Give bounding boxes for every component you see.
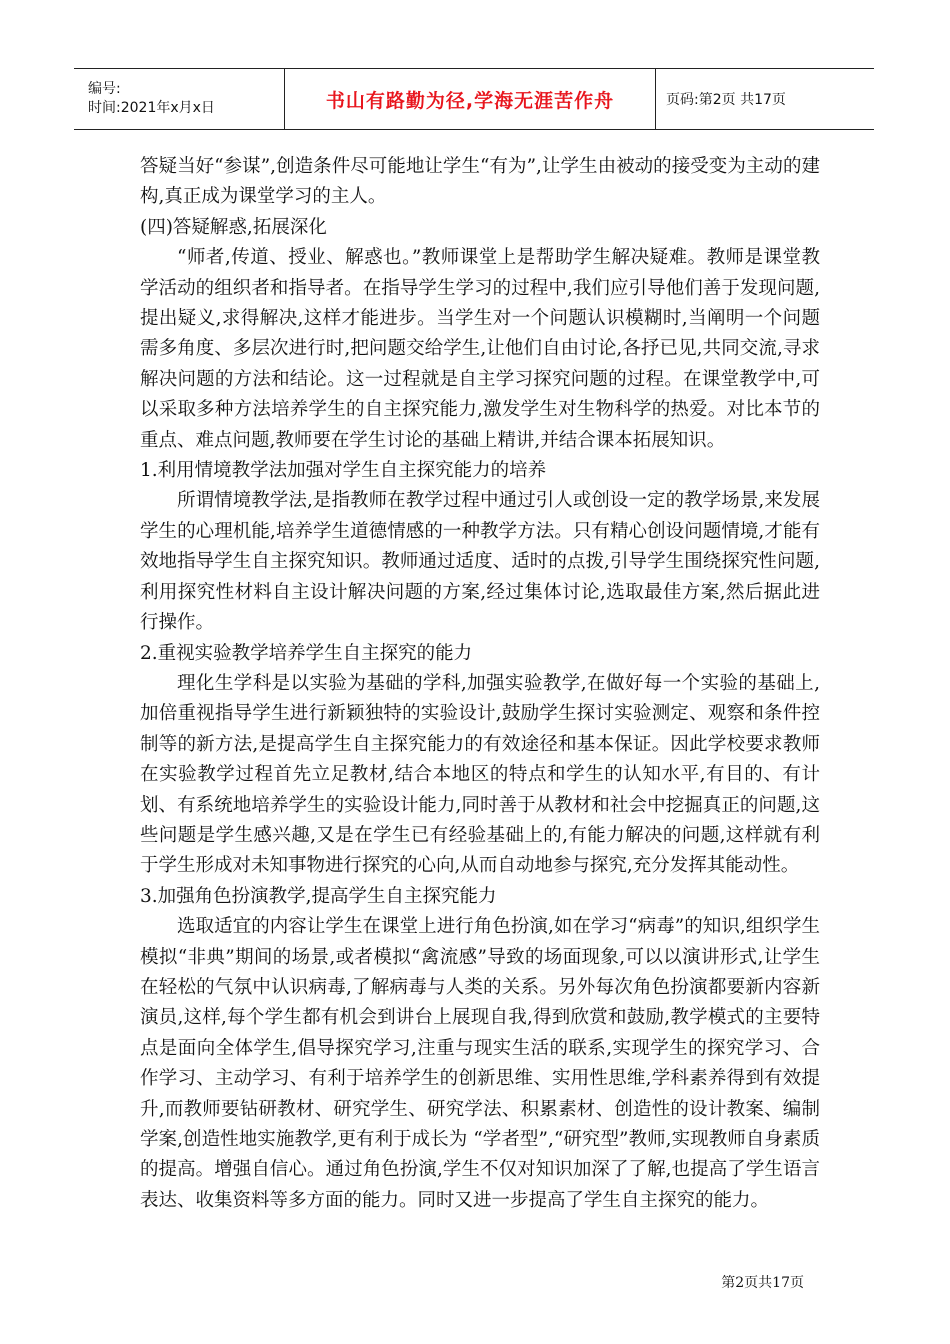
header-motto-cell — [284, 69, 656, 129]
paragraph-5: 选取适宜的内容让学生在课堂上进行角色扮演,如在学习“病毒”的知识,组织学生模拟“非典”期间的场景,或者模拟“禽流感”导致的场面现象,可以以演讲形式,让学生在轻松的气氛中认识病毒,了解病毒与人类的关系。另外每次角色扮演都要新内容新演员,这样,每个学生都有机会到讲台上展现自我,得到欣赏和鼓励,教学模式的主要特点是面向全体学生,倡导探究学习,注重与现实生活的联系,实现学生的探究学习、合作学习、主动学习、有利于培养学生的创新思维、实用性思维,学科素养得到有效提升,而教师要钻研教材、研究学生、研究学法、积累素材、创造性的设计教案、编制学案,创造性地实施教学,更有利于成长为 “学者型”,“研究型”教师,实现教师自身素质的提高。增强自信心。通过角色扮演,学生不仅对知识加深了了解,也提高了学生语言表达、收集资料等多方面的能力。同时又进一步提高了学生自主探究的能力。 — [140, 916, 820, 1211]
page-footer — [721, 1272, 804, 1292]
number-label: 编号: — [88, 81, 121, 97]
document-body — [140, 152, 820, 1216]
subheading-2: 2.重视实验教学培养学生自主探究的能力 — [140, 642, 473, 664]
header-motto: 书山有路勤为径,学海无涯苦作舟 — [325, 89, 615, 112]
subheading-1: 1.利用情境教学法加强对学生自主探究能力的培养 — [140, 460, 547, 482]
date-label: 时间:2021年x月x日 — [88, 100, 215, 116]
paragraph-3: 所谓情境教学法,是指教师在教学过程中通过引人或创设一定的教学场景,来发展学生的心理机能,培养学生道德情感的一种教学方法。只有精心创设问题情境,才能有效地指导学生自主探究知识。教师通过适度、适时的点拨,引导学生围绕探究性问题,利用探究性材料自主设计解决问题的方案,经过集体讨论,选取最佳方案,然后据此进行操作。 — [140, 490, 820, 634]
header-meta — [74, 69, 284, 129]
page-header — [74, 68, 874, 130]
paragraph-1: 答疑当好“参谋”,创造条件尽可能地让学生“有为”,让学生由被动的接受变为主动的建构,真正成为课堂学习的主人。 — [140, 156, 820, 208]
paragraph-4: 理化生学科是以实验为基础的学科,加强实验教学,在做好每一个实验的基础上,加倍重视指导学生进行新颖独特的实验设计,鼓励学生探讨实验测定、观察和条件控制等的新方法,是提高学生自主探究能力的有效途径和基本保证。因此学校要求教师在实验教学过程首先立足教材,结合本地区的特点和学生的认知水平,有目的、有计划、有系统地培养学生的实验设计能力,同时善于从教材和社会中挖掘真正的问题,这些问题是学生感兴趣,又是在学生已有经验基础上的,有能力解决的问题,这样就有利于学生形成对未知事物进行探究的心向,从而自动地参与探究,充分发挥其能动性。 — [140, 672, 820, 877]
subheading-3: 3.加强角色扮演教学,提高学生自主探究能力 — [140, 885, 497, 907]
footer-page-info: 第2页共17页 — [721, 1275, 804, 1291]
header-page-cell — [656, 69, 874, 129]
paragraph-2: “师者,传道、授业、解惑也。”教师课堂上是帮助学生解决疑难。教师是课堂教学活动的组织者和指导者。在指导学生学习的过程中,我们应引导他们善于发现问题,提出疑义,求得解决,这样才能进步。当学生对一个问题认识模糊时,当阐明一个问题需多角度、多层次进行时,把问题交给学生,让他们自由讨论,各抒已见,共同交流,寻求解决问题的方法和结论。这一过程就是自主学习探究问题的过程。在课堂教学中,可以采取多种方法培养学生的自主探究能力,激发学生对生物科学的热爱。对比本节的重点、难点问题,教师要在学生讨论的基础上精讲,并结合课本拓展知识。 — [140, 247, 820, 451]
section-heading-4: (四)答疑解惑,拓展深化 — [140, 216, 327, 238]
header-page-info: 页码:第2页 共17页 — [666, 92, 786, 108]
